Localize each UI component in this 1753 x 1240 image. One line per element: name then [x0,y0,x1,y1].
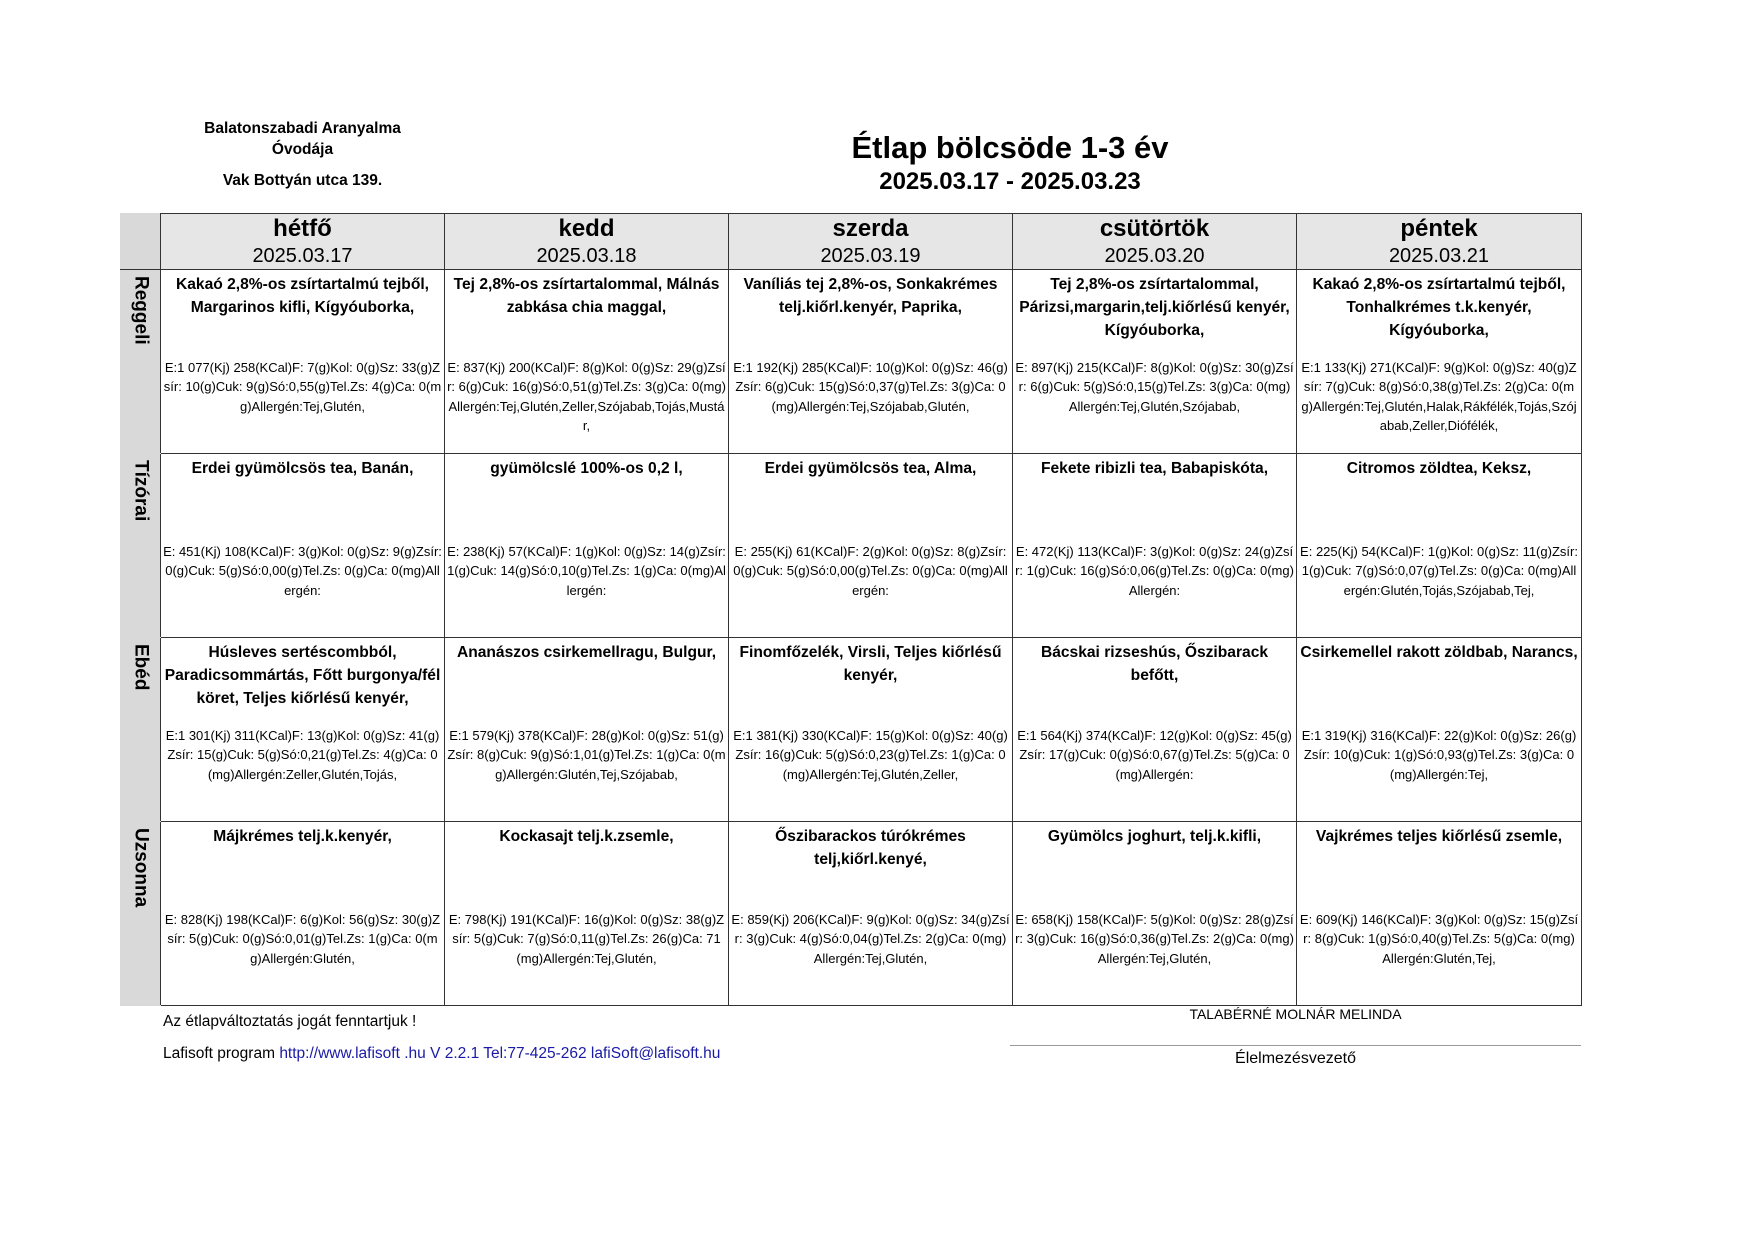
meal-row-ebed [121,638,1582,822]
day-header-monday [161,214,445,270]
menu-cell [729,270,1013,454]
menu-cell [1013,454,1297,638]
food-text: Kakaó 2,8%-os zsírtartalmú tejből, Tonhalkrémes t.k.kenyér, Kígyóuborka, [1312,276,1566,339]
nutrition-text: E:1 133(Kj) 271(KCal)F: 9(g)Kol: 0(g)Sz: 40(g)Zsír: 7(g)Cuk: 8(g)Só:0,38(g)Tel.Zs: 2(g)Ca: 0(mg)Allergén:Tej,Glutén,Halak,Rákfélék,Tojás,Szójabab,Zeller,Diófélék, [1301,360,1577,433]
food-text: Májkrémes telj.k.kenyér, [213,828,392,845]
food-text: Ananászos csirkemellragu, Bulgur, [456,644,717,661]
food-text: Kockasajt telj.k.zsemle, [499,828,674,845]
meal-label-cell [121,822,161,1006]
food-text: Erdei gyümölcsös tea, Banán, [191,460,414,477]
nutrition-text: E:1 579(Kj) 378(KCal)F: 28(g)Kol: 0(g)Sz: 51(g)Zsír: 8(g)Cuk: 9(g)Só:1,01(g)Tel.Zs: 1(g)Ca: 0(mg)Allergén:Glutén,Tej,Szójabab, [447,728,726,782]
menu-cell [445,454,729,638]
day-header-thursday [1013,214,1297,270]
menu-cell [729,638,1013,822]
institution-address: Vak Bottyán utca 139. [222,172,383,189]
day-name: csütörtök [1099,215,1210,242]
footer-program-text: Lafisoft program [163,1045,275,1062]
day-header-tuesday [445,214,729,270]
nutrition-text: E:1 192(Kj) 285(KCal)F: 10(g)Kol: 0(g)Sz: 46(g)Zsír: 6(g)Cuk: 15(g)Só:0,37(g)Tel.Zs: 3(g)Ca: 0(mg)Allergén:Tej,Szójabab,Glutén, [733,360,1008,414]
nutrition-text: E: 225(Kj) 54(KCal)F: 1(g)Kol: 0(g)Sz: 11(g)Zsír: 1(g)Cuk: 7(g)Só:0,07(g)Tel.Zs: 0(g)Ca: 0(mg)Allergén:Glutén,Tojás,Szójabab,Tej, [1300,544,1578,598]
menu-cell [161,270,445,454]
food-text: Vajkrémes teljes kiőrlésű zsemle, [1315,828,1563,845]
day-date: 2025.03.19 [820,245,921,267]
nutrition-text: E:1 381(Kj) 330(KCal)F: 15(g)Kol: 0(g)Sz: 40(g)Zsír: 16(g)Cuk: 5(g)Só:0,23(g)Tel.Zs: 1(g)Ca: 0(mg)Allergén:Tej,Glutén,Zeller, [733,728,1008,782]
nutrition-text: E: 897(Kj) 215(KCal)F: 8(g)Kol: 0(g)Sz: 30(g)Zsír: 6(g)Cuk: 5(g)Só:0,15(g)Tel.Zs: 3(g)Ca: 0(mg)Allergén:Tej,Glutén,Szójabab, [1015,360,1294,414]
nutrition-text: E:1 564(Kj) 374(KCal)F: 12(g)Kol: 0(g)Sz: 45(g)Zsír: 17(g)Cuk: 0(g)Só:0,67(g)Tel.Zs: 5(g)Ca: 0(mg)Allergén: [1017,728,1292,782]
signer-name: TALABÉRNÉ MOLNÁR MELINDA [1189,1006,1402,1022]
day-date: 2025.03.17 [252,245,353,267]
food-text: gyümölcslé 100%-os 0,2 l, [490,460,683,477]
disclaimer-note: Az étlapváltoztatás jogát fenntartjuk ! [163,1013,417,1030]
footer [163,1045,720,1063]
day-date: 2025.03.20 [1104,245,1205,267]
food-text: Vaníliás tej 2,8%-os, Sonkakrémes telj.kiőrl.kenyér, Paprika, [743,276,998,316]
day-name: péntek [1400,215,1478,242]
footer-link[interactable]: http://www.lafisoft .hu V 2.2.1 Tel:77-425-262 lafiSoft@lafisoft.hu [279,1045,721,1062]
menu-cell [445,270,729,454]
nutrition-text: E: 451(Kj) 108(KCal)F: 3(g)Kol: 0(g)Sz: 9(g)Zsír: 0(g)Cuk: 5(g)Só:0,00(g)Tel.Zs: 0(g)Ca: 0(mg)Allergén: [163,544,442,598]
menu-cell [1297,638,1582,822]
meal-label: Tízórai [130,460,152,522]
menu-cell [445,638,729,822]
day-name: hétfő [273,215,332,242]
institution-block [150,118,455,191]
food-text: Erdei gyümölcsös tea, Alma, [764,460,977,477]
food-text: Kakaó 2,8%-os zsírtartalmú tejből, Margarinos kifli, Kígyóuborka, [175,276,430,316]
food-text: Gyümölcs joghurt, telj.k.kifli, [1047,828,1262,845]
meal-label: Ebéd [130,644,152,691]
meal-row-tizorai [121,454,1582,638]
nutrition-text: E: 828(Kj) 198(KCal)F: 6(g)Kol: 56(g)Sz: 30(g)Zsír: 5(g)Cuk: 0(g)Só:0,01(g)Tel.Zs: 1(g)Ca: 0(mg)Allergén:Glutén, [164,912,441,966]
meal-label: Uzsonna [130,828,152,908]
menu-cell [729,822,1013,1006]
meal-label: Reggeli [130,276,152,345]
menu-cell [1013,638,1297,822]
nutrition-text: E: 859(Kj) 206(KCal)F: 9(g)Kol: 0(g)Sz: 34(g)Zsír: 3(g)Cuk: 4(g)Só:0,04(g)Tel.Zs: 2(g)Ca: 0(mg)Allergén:Tej,Glutén, [731,912,1010,966]
menu-cell [1013,822,1297,1006]
food-text: Csirkemellel rakott zöldbab, Narancs, [1300,644,1578,661]
institution-name-line2: Óvodája [271,141,334,158]
signature-line [1010,1045,1581,1046]
nutrition-text: E: 837(Kj) 200(KCal)F: 8(g)Kol: 0(g)Sz: 29(g)Zsír: 6(g)Cuk: 16(g)Só:0,51(g)Tel.Zs: 3(g)Ca: 0(mg)Allergén:Tej,Glutén,Zeller,Szójabab,Tojás,Mustár, [447,360,726,433]
nutrition-text: E: 658(Kj) 158(KCal)F: 5(g)Kol: 0(g)Sz: 28(g)Zsír: 3(g)Cuk: 16(g)Só:0,36(g)Tel.Zs: 2(g)Ca: 0(mg)Allergén:Tej,Glutén, [1015,912,1294,966]
food-text: Őszibarackos túrókrémes telj,kiőrl.kenyé, [775,828,966,868]
menu-cell [729,454,1013,638]
menu-cell [161,454,445,638]
corner-cell [121,214,161,270]
meal-label-cell [121,270,161,454]
nutrition-text: E: 255(Kj) 61(KCal)F: 2(g)Kol: 0(g)Sz: 8(g)Zsír: 0(g)Cuk: 5(g)Só:0,00(g)Tel.Zs: 0(g)Ca: 0(mg)Allergén: [733,544,1008,598]
meal-label-cell [121,454,161,638]
food-text: Tej 2,8%-os zsírtartalommal, Málnás zabkása chia maggal, [453,276,720,316]
meal-row-uzsonna [121,822,1582,1006]
header-row [121,214,1582,270]
nutrition-text: E:1 301(Kj) 311(KCal)F: 13(g)Kol: 0(g)Sz: 41(g)Zsír: 15(g)Cuk: 5(g)Só:0,21(g)Tel.Zs: 4(g)Ca: 0(mg)Allergén:Zeller,Glutén,Tojás, [165,728,440,782]
page-title: Étlap bölcsöde 1-3 év [851,130,1169,165]
food-text: Citromos zöldtea, Keksz, [1346,460,1532,477]
day-header-friday [1297,214,1582,270]
day-name: szerda [832,215,909,242]
food-text: Húsleves sertéscombból, Paradicsommártás, Főtt burgonya/fél köret, Teljes kiőrlésű kenyér, [164,644,441,707]
menu-cell [1013,270,1297,454]
nutrition-text: E: 609(Kj) 146(KCal)F: 3(g)Kol: 0(g)Sz: 15(g)Zsír: 8(g)Cuk: 1(g)Só:0,40(g)Tel.Zs: 5(g)Ca: 0(mg)Allergén:Glutén,Tej, [1299,912,1579,966]
day-date: 2025.03.18 [536,245,637,267]
institution-name-line1: Balatonszabadi Aranyalma [204,120,401,137]
meal-label-cell [121,638,161,822]
nutrition-text: E:1 077(Kj) 258(KCal)F: 7(g)Kol: 0(g)Sz: 33(g)Zsír: 10(g)Cuk: 9(g)Só:0,55(g)Tel.Zs: 4(g)Ca: 0(mg)Allergén:Tej,Glutén, [163,360,442,414]
meal-row-reggeli [121,270,1582,454]
day-date: 2025.03.21 [1388,245,1490,267]
food-text: Tej 2,8%-os zsírtartalommal, Párizsi,margarin,telj.kiőrlésű kenyér, Kígyóuborka, [1019,276,1290,339]
menu-cell [445,822,729,1006]
nutrition-text: E: 798(Kj) 191(KCal)F: 16(g)Kol: 0(g)Sz: 38(g)Zsír: 5(g)Cuk: 7(g)Só:0,11(g)Tel.Zs: 26(g)Ca: 71(mg)Allergén:Tej,Glutén, [448,912,725,966]
food-text: Bácskai rizseshús, Őszibarack befőtt, [1040,644,1269,684]
food-text: Fekete ribizli tea, Babapiskóta, [1040,460,1269,477]
signer-role: Élelmezésvezető [1235,1050,1356,1067]
nutrition-text: E: 472(Kj) 113(KCal)F: 3(g)Kol: 0(g)Sz: 24(g)Zsír: 1(g)Cuk: 16(g)Só:0,06(g)Tel.Zs: 0(g)Ca: 0(mg)Allergén: [1015,544,1294,598]
date-range: 2025.03.17 - 2025.03.23 [879,168,1141,195]
menu-cell [1297,270,1582,454]
day-name: kedd [558,215,615,242]
day-header-wednesday [729,214,1013,270]
menu-cell [1297,454,1582,638]
menu-table [120,213,1582,1006]
nutrition-text: E: 238(Kj) 57(KCal)F: 1(g)Kol: 0(g)Sz: 14(g)Zsír: 1(g)Cuk: 14(g)Só:0,10(g)Tel.Zs: 1(g)Ca: 0(mg)Allergén: [447,544,726,598]
menu-cell [161,638,445,822]
menu-cell [161,822,445,1006]
menu-cell [1297,822,1582,1006]
nutrition-text: E:1 319(Kj) 316(KCal)F: 22(g)Kol: 0(g)Sz: 26(g)Zsír: 10(g)Cuk: 1(g)Só:0,93(g)Tel.Zs: 3(g)Ca: 0(mg)Allergén:Tej, [1301,728,1577,782]
food-text: Finomfőzelék, Virsli, Teljes kiőrlésű kenyér, [739,644,1002,684]
